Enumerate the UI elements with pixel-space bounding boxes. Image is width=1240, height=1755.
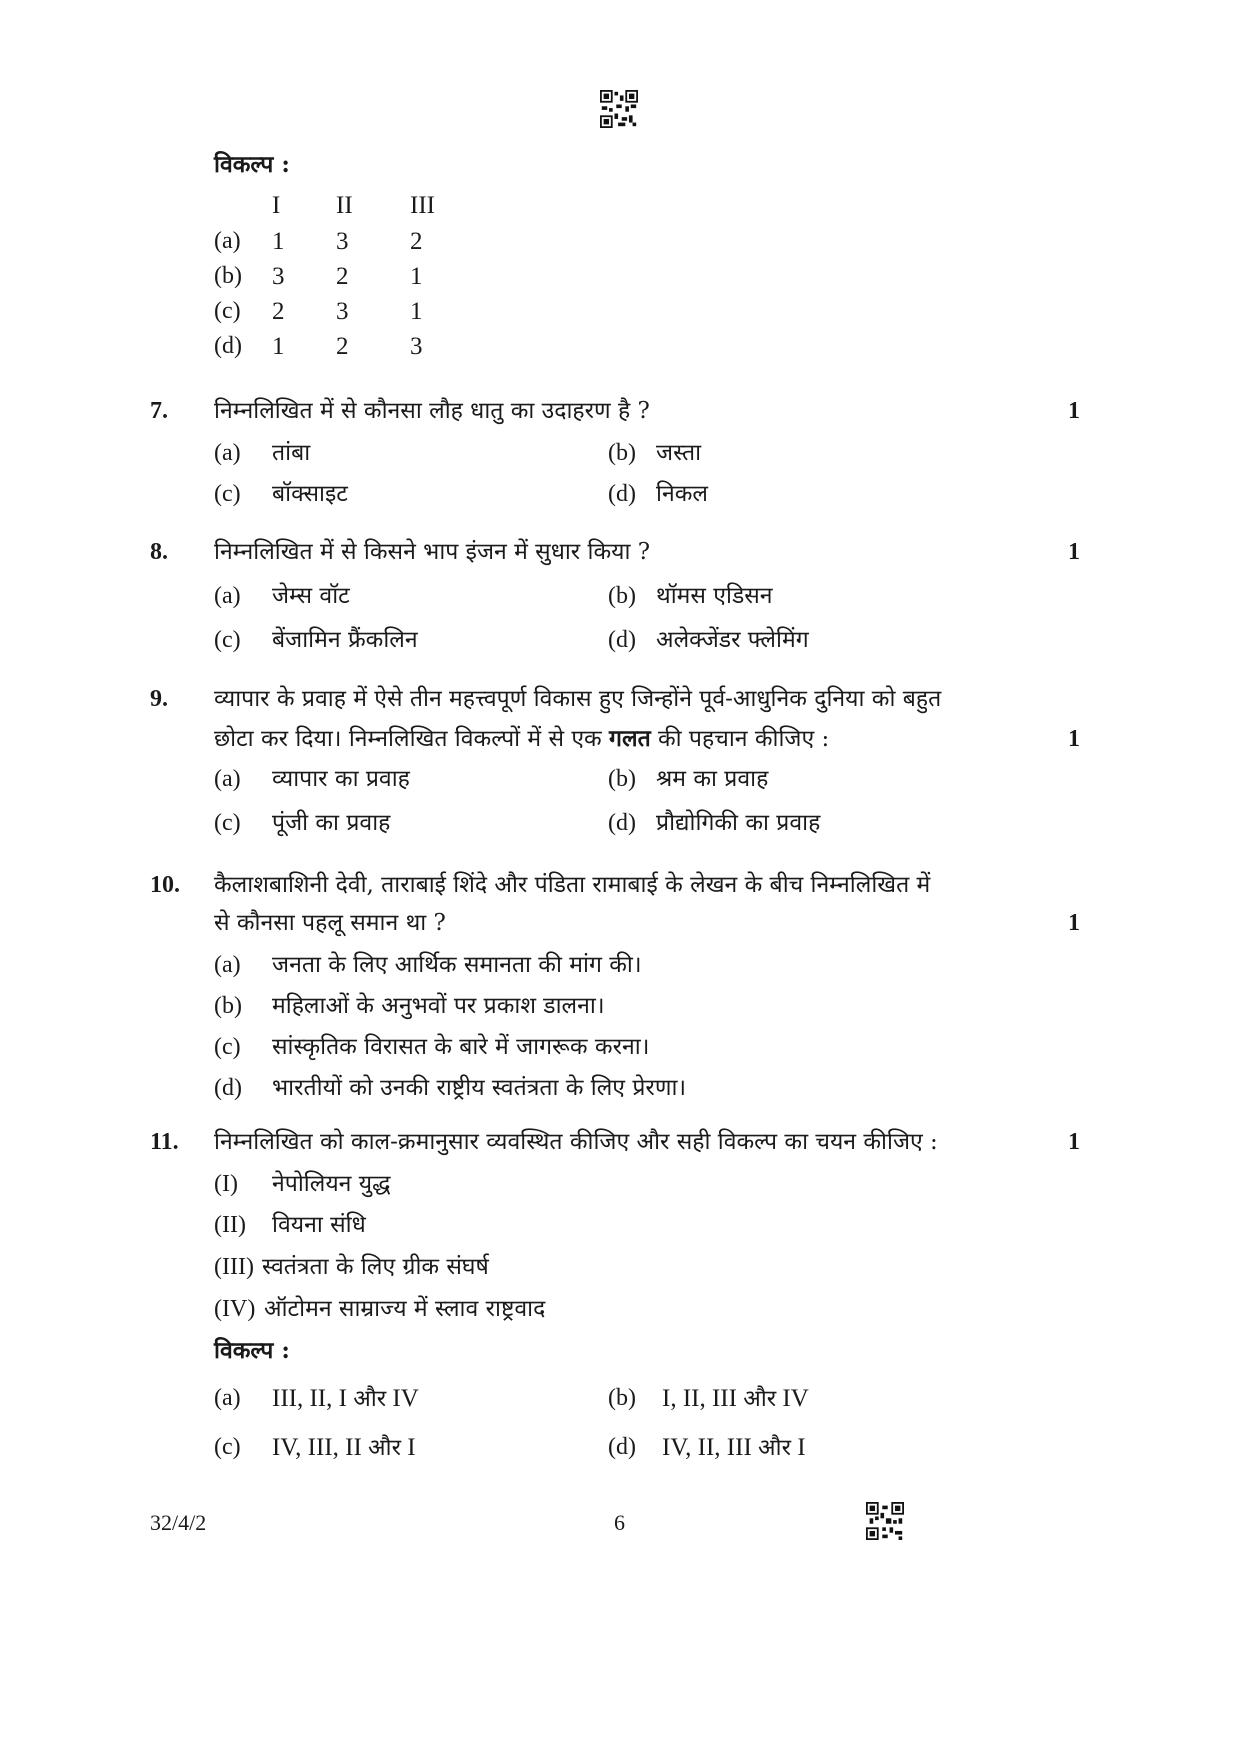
q6-cell: 2	[336, 333, 349, 360]
question-text: निम्नलिखित को काल-क्रमानुसार व्यवस्थित कीजिए और सही विकल्प का चयन कीजिए :	[214, 1129, 938, 1155]
question-number: 9.	[150, 686, 168, 712]
question-number: 11.	[150, 1129, 179, 1155]
q6-col-header: II	[336, 192, 353, 219]
option-label: (a)	[214, 583, 241, 609]
option-label: (a)	[214, 952, 241, 978]
list-item-text: ऑटोमन साम्राज्य में स्लाव राष्ट्रवाद	[264, 1296, 546, 1322]
question-text: निम्नलिखित में से कौनसा लौह धातु का उदाहरण है ?	[214, 398, 650, 424]
option-text: भारतीयों को उनकी राष्ट्रीय स्वतंत्रता के लिए प्रेरणा।	[272, 1075, 687, 1101]
option-label: (d)	[608, 481, 636, 507]
question-marks: 1	[1068, 398, 1080, 424]
option-text: थॉमस एडिसन	[656, 583, 773, 609]
q11-options-label: विकल्प :	[214, 1337, 290, 1364]
question-text-line2-pre: छोटा कर दिया। निम्नलिखित विकल्पों में से एक	[214, 726, 610, 752]
roman-label: (I)	[214, 1171, 238, 1197]
option-seq: I	[790, 1434, 806, 1461]
option-label: (c)	[214, 1034, 241, 1060]
option-seq: IV	[776, 1385, 809, 1412]
option-seq: IV, II, III	[662, 1434, 759, 1461]
option-conj: और	[758, 1435, 791, 1460]
option-text: जेम्स वॉट	[272, 583, 350, 609]
q6-row-label: (c)	[214, 298, 241, 324]
option-text: जनता के लिए आर्थिक समानता की मांग की।	[272, 952, 642, 978]
q6-col-header: I	[272, 192, 281, 219]
option-label: (d)	[608, 627, 636, 653]
option-label: (a)	[214, 1385, 241, 1411]
option-text: पूंजी का प्रवाह	[272, 810, 391, 836]
option-label: (b)	[214, 993, 242, 1019]
q6-cell: 3	[336, 228, 349, 255]
option-seq: I, II, III	[662, 1385, 744, 1412]
option-label: (b)	[608, 440, 636, 466]
q6-cell: 1	[272, 333, 285, 360]
q6-cell: 2	[336, 263, 349, 290]
option-conj: और	[368, 1435, 401, 1460]
question-text: निम्नलिखित में से किसने भाप इंजन में सुधार किया ?	[214, 539, 651, 565]
option-conj: और	[353, 1386, 387, 1411]
option-text: अलेक्जेंडर फ्लेमिंग	[656, 627, 809, 653]
option-seq: III, II, I	[272, 1385, 354, 1412]
list-item-text: नेपोलियन युद्ध	[272, 1171, 391, 1197]
question-text-line1: व्यापार के प्रवाह में ऐसे तीन महत्त्वपूर्ण विकास हुए जिन्होंने पूर्व-आधुनिक दुनिया को बहुत	[214, 686, 942, 712]
question-marks: 1	[1068, 910, 1080, 936]
option-text	[662, 1433, 806, 1463]
q6-cell: 1	[272, 228, 285, 255]
option-text: व्यापार का प्रवाह	[272, 766, 410, 792]
option-text: प्रौद्योगिकी का प्रवाह	[656, 810, 821, 836]
q6-cell: 2	[410, 228, 423, 255]
qr-code-icon	[866, 1502, 904, 1540]
option-text: जस्ता	[656, 440, 702, 466]
question-number: 7.	[150, 398, 168, 424]
q6-options-label: विकल्प :	[214, 151, 290, 178]
option-label: (c)	[214, 481, 241, 507]
option-text	[272, 1384, 419, 1414]
question-marks: 1	[1068, 539, 1080, 565]
q6-cell: 1	[410, 298, 423, 325]
question-text-line1: कैलाशबाशिनी देवी, ताराबाई शिंदे और पंडिता रामाबाई के लेखन के बीच निम्नलिखित में	[214, 872, 931, 898]
option-text: बेंजामिन फ्रैंकलिन	[272, 627, 418, 653]
option-conj: और	[743, 1386, 777, 1411]
option-seq: IV	[386, 1385, 419, 1412]
option-label: (c)	[214, 1434, 241, 1460]
option-label: (b)	[608, 583, 636, 609]
option-label: (a)	[214, 440, 241, 466]
roman-label: (IV)	[214, 1296, 256, 1322]
option-label: (b)	[608, 766, 636, 792]
question-number: 8.	[150, 539, 168, 565]
question-text-line2: से कौनसा पहलू समान था ?	[214, 910, 446, 936]
qr-code-icon	[600, 90, 638, 128]
option-text: निकल	[656, 481, 708, 507]
option-text: बॉक्साइट	[272, 481, 348, 507]
option-seq: IV, III, II	[272, 1434, 369, 1461]
list-item-text: वियना संधि	[272, 1212, 366, 1238]
list-item-text: स्वतंत्रता के लिए ग्रीक संघर्ष	[262, 1254, 489, 1280]
emphasis-word: गलत	[609, 725, 651, 752]
paper-code: 32/4/2	[150, 1510, 207, 1535]
question-text-line2-post: की पहचान कीजिए :	[650, 726, 830, 752]
question-marks: 1	[1068, 726, 1080, 752]
option-text	[272, 1433, 416, 1463]
question-text-line2	[214, 724, 829, 754]
option-text: श्रम का प्रवाह	[656, 766, 769, 792]
q6-row-label: (d)	[214, 333, 242, 359]
option-label: (d)	[608, 810, 636, 836]
option-label: (b)	[608, 1385, 636, 1411]
option-seq: I	[400, 1434, 416, 1461]
option-label: (d)	[214, 1075, 242, 1101]
q6-col-header: III	[410, 192, 435, 219]
roman-label: (III)	[214, 1254, 254, 1280]
q6-cell: 3	[272, 263, 285, 290]
option-text: तांबा	[272, 440, 311, 466]
q6-cell: 2	[272, 298, 285, 325]
option-text: महिलाओं के अनुभवों पर प्रकाश डालना।	[272, 993, 605, 1019]
option-label: (a)	[214, 766, 241, 792]
roman-label: (II)	[214, 1212, 246, 1238]
option-label: (c)	[214, 810, 241, 836]
option-label: (d)	[608, 1434, 636, 1460]
q6-cell: 1	[410, 263, 423, 290]
q6-row-label: (a)	[214, 228, 241, 254]
option-label: (c)	[214, 627, 241, 653]
q6-row-label: (b)	[214, 263, 242, 289]
question-number: 10.	[150, 872, 180, 898]
page-number: 6	[614, 1510, 625, 1535]
q6-cell: 3	[336, 298, 349, 325]
q6-cell: 3	[410, 333, 423, 360]
question-marks: 1	[1068, 1129, 1080, 1155]
option-text: सांस्कृतिक विरासत के बारे में जागरूक करना।	[272, 1034, 650, 1060]
option-text	[662, 1384, 809, 1414]
